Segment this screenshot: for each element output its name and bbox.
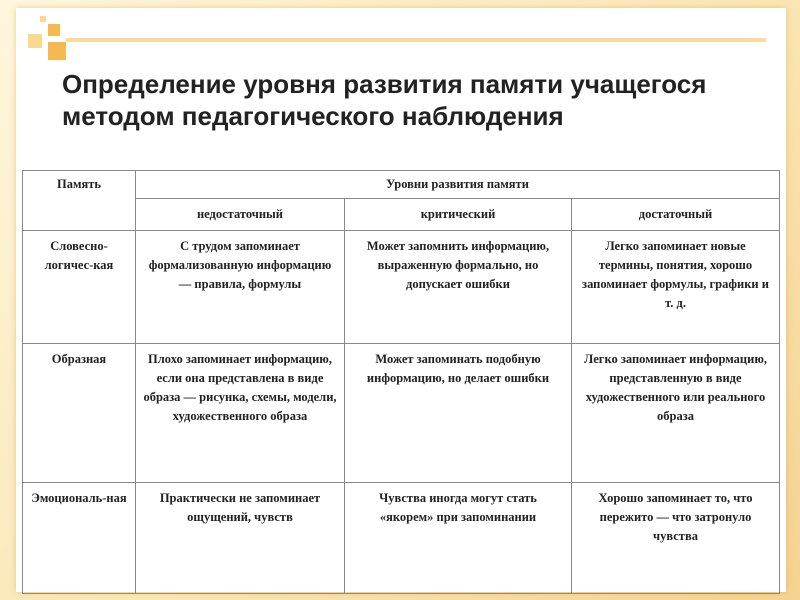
table-cell: Может запоминать подобную информацию, но делает ошибки [345, 344, 572, 483]
table-cell: С трудом запоминает формализованную информацию — правила, формулы [136, 231, 345, 344]
level-insufficient: недостаточный [136, 199, 345, 231]
memory-levels-table [22, 170, 780, 594]
header-levels: Уровни развития памяти [136, 171, 780, 199]
table-cell: Хорошо запоминает то, что пережито — что затронуло чувства [572, 483, 780, 594]
table-cell: Практически не запоминает ощущений, чувств [136, 483, 345, 594]
page-title: Определение уровня развития памяти учащегося методом педагогического наблюдения [62, 69, 707, 131]
table-row [23, 483, 780, 594]
table-cell: Может запомнить информацию, выраженную формально, но допускает ошибки [345, 231, 572, 344]
table-cell: Плохо запоминает информацию, если она представлена в виде образа — рисунка, схемы, модели, художественного образа [136, 344, 345, 483]
header-memory: Память [23, 171, 136, 231]
row-type: Образная [23, 344, 136, 483]
table-row [23, 344, 780, 483]
table-cell: Чувства иногда могут стать «якорем» при запоминании [345, 483, 572, 594]
row-type: Эмоциональ-ная [23, 483, 136, 594]
level-critical: критический [345, 199, 572, 231]
level-sufficient: достаточный [572, 199, 780, 231]
table-cell: Легко запоминает новые термины, понятия, хорошо запоминает формулы, графики и т. д. [572, 231, 780, 344]
table-cell: Легко запоминает информацию, представленную в виде художественного или реального образа [572, 344, 780, 483]
row-type: Словесно-логичес-кая [23, 231, 136, 344]
table-row [23, 231, 780, 344]
